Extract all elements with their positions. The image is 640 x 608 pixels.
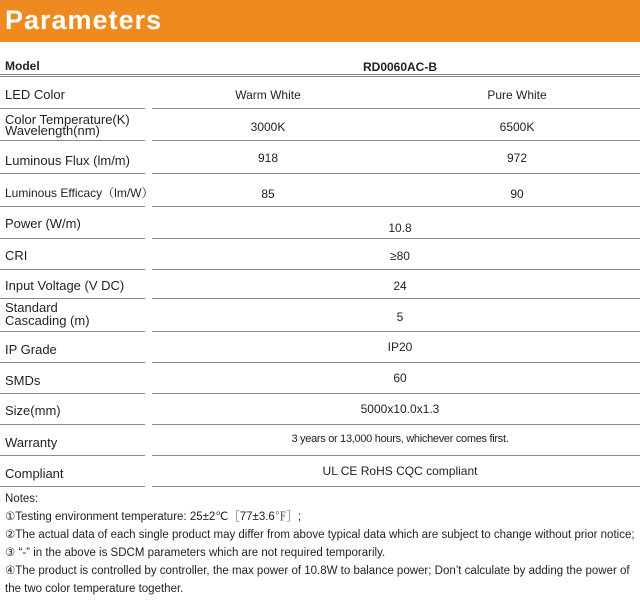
row-value: 5 [396, 310, 404, 324]
row-divider [0, 140, 145, 141]
row-value: 10.8 [388, 221, 412, 235]
row-divider [0, 455, 145, 456]
row-label: Cascading (m) [5, 313, 90, 328]
row-value: 5000x10.0x1.3 [360, 402, 440, 416]
row-divider [152, 206, 640, 207]
row-divider [0, 269, 145, 270]
row-divider [152, 173, 640, 174]
row-label: Color Temperature(K) [5, 112, 130, 127]
row-divider [152, 486, 640, 487]
row-value: 60 [393, 371, 407, 385]
page-title: Parameters [5, 5, 163, 35]
row-label: Compliant [5, 466, 64, 481]
note-item: ④The product is controlled by controller, the max power of 10.8W to balance power; Don’t calculate by adding the power of the two color temperature together. [5, 565, 630, 595]
row-divider [0, 206, 145, 207]
row-divider [152, 108, 640, 109]
row-label: LED Color [5, 87, 65, 102]
pure-value: 90 [510, 187, 524, 201]
row-divider [0, 362, 145, 363]
row-divider [152, 424, 640, 425]
row-label: Input Voltage (V DC) [5, 278, 125, 293]
warm-value: 85 [261, 187, 275, 201]
model-label: Model [5, 59, 40, 73]
row-label: Power (W/m) [5, 216, 81, 231]
row-divider [0, 486, 145, 487]
row-value: ≥80 [390, 249, 410, 263]
row-label: IP Grade [5, 342, 57, 357]
pure-value: 6500K [499, 120, 535, 134]
row-divider [152, 362, 640, 363]
note-item: ①Testing environment temperature: 25±2℃［77±3.6℉］; [5, 511, 302, 523]
warm-value: Warm White [235, 88, 301, 102]
note-item: ②The actual data of each single product may differ from above typical data which are subject to change without prior notice; [5, 529, 635, 541]
row-label: Warranty [5, 435, 58, 450]
row-divider [152, 269, 640, 270]
row-divider [0, 76, 640, 77]
row-label: Luminous Efficacy（lm/W） [5, 186, 154, 200]
row-value: UL CE RoHS CQC compliant [322, 464, 478, 478]
row-value: 3 years or 13,000 hours, whichever comes first. [291, 433, 509, 445]
pure-value: 972 [506, 151, 528, 165]
row-divider [0, 74, 640, 75]
row-divider [152, 298, 640, 299]
row-divider [152, 331, 640, 332]
row-label: Size(mm) [5, 403, 61, 418]
row-divider [152, 455, 640, 456]
row-label: Standard [5, 300, 58, 315]
row-divider [0, 424, 145, 425]
row-divider [0, 298, 145, 299]
row-label: SMDs [5, 373, 41, 388]
pure-value: Pure White [487, 88, 547, 102]
warm-value: 3000K [250, 120, 286, 134]
notes-section [5, 490, 637, 598]
header-bar [0, 0, 640, 42]
notes-title: Notes: [5, 493, 39, 505]
row-label: Luminous Flux (lm/m) [5, 153, 130, 168]
model-value: RD0060AC-B [362, 60, 438, 74]
row-label: CRI [5, 248, 28, 263]
row-divider [0, 173, 145, 174]
note-item: ③ “-” in the above is SDCM parameters which are not required temporarily. [5, 547, 386, 559]
row-value: 24 [393, 279, 407, 293]
row-value: IP20 [387, 340, 413, 354]
row-divider [152, 140, 640, 141]
row-divider [0, 108, 145, 109]
row-label: Wavelength(nm) [5, 123, 100, 138]
row-divider [0, 238, 145, 239]
row-divider [152, 393, 640, 394]
warm-value: 918 [257, 151, 279, 165]
row-divider [152, 238, 640, 239]
row-divider [0, 393, 145, 394]
row-divider [0, 331, 145, 332]
